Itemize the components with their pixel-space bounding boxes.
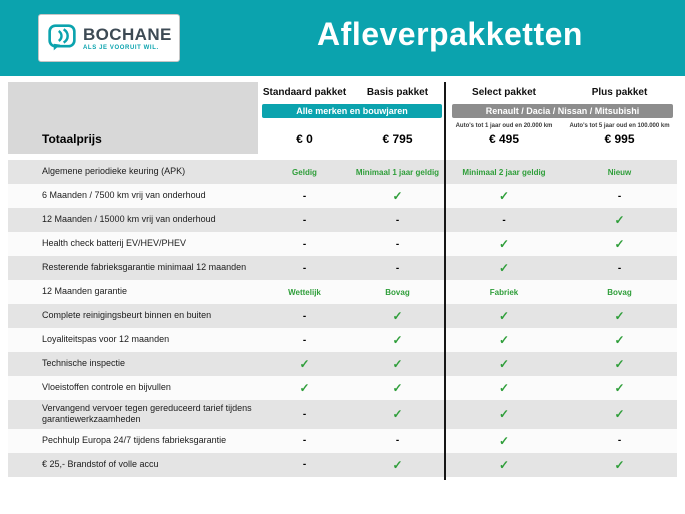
value-cell xyxy=(446,168,562,177)
brands-badge: Renault / Dacia / Nissan / Mitsubishi xyxy=(452,104,673,118)
column-header-standaard-pakket: Standaard pakket xyxy=(262,87,347,98)
cell-value: - xyxy=(617,435,622,446)
check-cell xyxy=(446,357,562,371)
cell-value: Minimaal 1 jaar geldig xyxy=(355,167,440,177)
check-cell xyxy=(351,407,444,421)
value-cell xyxy=(351,168,444,177)
cell-value: - xyxy=(395,238,400,250)
cell-value: Wettelijk xyxy=(288,287,321,297)
check-cell xyxy=(258,357,351,371)
check-cell xyxy=(446,189,562,203)
logo-text xyxy=(83,26,172,51)
dash-cell xyxy=(562,263,677,274)
cell-value: - xyxy=(302,238,307,250)
row-label: Health check batterij EV/HEV/PHEV xyxy=(42,238,187,249)
table-row xyxy=(8,160,677,184)
cell-value: Nieuw xyxy=(607,167,632,177)
row-label: Resterende fabrieksgarantie minimaal 12 maanden xyxy=(42,262,247,273)
price-plus-pakket: € 995 xyxy=(604,132,635,146)
cell-value: - xyxy=(302,310,307,322)
cell-value: - xyxy=(302,190,307,202)
row-label: 12 Maanden garantie xyxy=(42,286,128,297)
check-cell xyxy=(562,213,677,227)
check-icon: ✓ xyxy=(392,457,403,472)
table-row xyxy=(8,280,677,304)
value-cell xyxy=(351,288,444,297)
check-cell xyxy=(562,237,677,251)
table-header xyxy=(8,82,677,160)
check-cell xyxy=(446,407,562,421)
check-cell xyxy=(351,189,444,203)
dash-cell xyxy=(258,191,351,202)
check-cell xyxy=(446,458,562,472)
cell-value: Fabriek xyxy=(489,287,519,297)
dash-cell xyxy=(351,435,444,446)
dash-cell xyxy=(258,409,351,420)
check-icon: ✓ xyxy=(614,213,625,227)
check-icon: ✓ xyxy=(498,189,510,203)
dash-cell xyxy=(258,263,351,274)
value-cell xyxy=(258,288,351,297)
table-row xyxy=(8,232,677,256)
cell-value: Minimaal 2 jaar geldig xyxy=(462,167,546,177)
cell-value: - xyxy=(302,214,307,226)
dash-cell xyxy=(258,311,351,322)
check-cell xyxy=(446,309,562,323)
bochane-logo-icon xyxy=(48,23,76,53)
cell-value: - xyxy=(302,408,307,420)
row-label: Technische inspectie xyxy=(42,358,126,369)
row-label: Pechhulp Europa 24/7 tijdens fabrieksgarantie xyxy=(42,434,227,445)
cell-value: Geldig xyxy=(292,167,317,177)
check-cell xyxy=(446,237,562,251)
check-cell xyxy=(562,458,677,472)
check-cell xyxy=(446,333,562,347)
row-label: Vervangend vervoer tegen gereduceerd tarief tijdens garantiewerkzaamheden xyxy=(42,403,252,425)
column-header-basis-pakket: Basis pakket xyxy=(366,87,429,98)
price-select-pakket: € 495 xyxy=(488,132,520,146)
check-icon: ✓ xyxy=(498,357,510,371)
cell-value: - xyxy=(617,262,622,274)
table-row xyxy=(8,184,677,208)
check-icon: ✓ xyxy=(614,357,625,371)
check-cell xyxy=(562,357,677,371)
dash-cell xyxy=(351,215,444,226)
row-label: Vloeistoffen controle en bijvullen xyxy=(42,382,171,393)
check-icon: ✓ xyxy=(392,189,403,203)
check-icon: ✓ xyxy=(614,457,625,472)
check-icon: ✓ xyxy=(299,381,310,395)
row-label: € 25,- Brandstof of volle accu xyxy=(42,458,159,469)
check-icon: ✓ xyxy=(392,309,403,323)
row-label: Loyaliteitspas voor 12 maanden xyxy=(42,334,170,345)
page-title: Afleverpakketten xyxy=(317,16,583,52)
comparison-table-body xyxy=(8,160,677,477)
table-row xyxy=(8,376,677,400)
check-icon: ✓ xyxy=(299,357,310,371)
check-cell xyxy=(562,381,677,395)
logo-name: BOCHANE xyxy=(83,24,172,44)
subnote-plus-pakket: Auto's tot 5 jaar oud en 100.000 km xyxy=(569,123,670,129)
cell-value: Bovag xyxy=(385,287,410,297)
logo-tagline: ALS JE VOORUIT WIL. xyxy=(83,44,159,51)
check-icon: ✓ xyxy=(614,407,625,422)
value-cell xyxy=(562,168,677,177)
check-icon: ✓ xyxy=(392,357,403,371)
table-row xyxy=(8,400,677,429)
check-icon: ✓ xyxy=(614,333,625,347)
check-cell xyxy=(562,333,677,347)
row-label: 12 Maanden / 15000 km vrij van onderhoud xyxy=(42,214,216,225)
cell-value: - xyxy=(502,214,506,226)
check-icon: ✓ xyxy=(498,433,510,448)
check-icon: ✓ xyxy=(614,309,625,323)
check-icon: ✓ xyxy=(614,237,625,251)
table-row xyxy=(8,429,677,453)
cell-value: - xyxy=(395,214,400,226)
cell-value: - xyxy=(302,334,307,346)
dash-cell xyxy=(258,435,351,446)
check-cell xyxy=(446,381,562,395)
check-icon: ✓ xyxy=(498,457,510,472)
check-cell xyxy=(258,381,351,395)
row-label: Complete reinigingsbeurt binnen en buiten xyxy=(42,310,212,321)
header-bar xyxy=(0,0,685,76)
cell-value: Bovag xyxy=(607,287,632,297)
table-row xyxy=(8,352,677,376)
check-cell xyxy=(351,381,444,395)
dash-cell xyxy=(258,215,351,226)
dash-cell xyxy=(258,459,351,470)
check-icon: ✓ xyxy=(498,407,510,422)
check-icon: ✓ xyxy=(392,407,403,422)
table-row xyxy=(8,256,677,280)
cell-value: - xyxy=(395,262,400,274)
table-row xyxy=(8,328,677,352)
check-cell xyxy=(351,458,444,472)
check-cell xyxy=(351,309,444,323)
value-cell xyxy=(562,288,677,297)
row-label: 6 Maanden / 7500 km vrij van onderhoud xyxy=(42,190,206,201)
table-row xyxy=(8,304,677,328)
price-basis-pakket: € 795 xyxy=(382,132,413,146)
check-cell xyxy=(446,434,562,448)
dash-cell xyxy=(351,239,444,250)
check-icon: ✓ xyxy=(498,309,510,323)
check-icon: ✓ xyxy=(614,381,625,395)
value-cell xyxy=(446,288,562,297)
dash-cell xyxy=(562,435,677,446)
all-brands-badge: Alle merken en bouwjaren xyxy=(262,104,442,118)
check-icon: ✓ xyxy=(498,261,510,275)
bochane-logo xyxy=(38,14,180,62)
table-row xyxy=(8,208,677,232)
check-icon: ✓ xyxy=(498,381,510,395)
cell-value: - xyxy=(395,435,400,446)
dash-cell xyxy=(446,215,562,226)
cell-value: - xyxy=(302,459,307,470)
dash-cell xyxy=(562,191,677,202)
dash-cell xyxy=(258,239,351,250)
table-row xyxy=(8,453,677,477)
check-cell xyxy=(562,309,677,323)
check-cell xyxy=(351,333,444,347)
column-header-select-pakket: Select pakket xyxy=(472,87,536,98)
cell-value: - xyxy=(617,190,622,202)
check-cell xyxy=(351,357,444,371)
column-header-plus-pakket: Plus pakket xyxy=(591,87,648,98)
cell-value: - xyxy=(302,435,307,446)
value-cell xyxy=(258,168,351,177)
column-group-divider xyxy=(444,82,446,480)
check-icon: ✓ xyxy=(498,237,510,251)
dash-cell xyxy=(258,335,351,346)
dash-cell xyxy=(351,263,444,274)
cell-value: - xyxy=(302,262,307,274)
check-cell xyxy=(446,261,562,275)
row-label: Algemene periodieke keuring (APK) xyxy=(42,166,186,177)
total-price-label: Totaalprijs xyxy=(42,132,102,146)
check-cell xyxy=(562,407,677,421)
price-standaard-pakket: € 0 xyxy=(296,132,313,146)
check-icon: ✓ xyxy=(392,381,403,395)
subnote-select-pakket: Auto's tot 1 jaar oud en 20.000 km xyxy=(455,123,553,129)
check-icon: ✓ xyxy=(392,333,403,347)
check-icon: ✓ xyxy=(498,333,510,347)
